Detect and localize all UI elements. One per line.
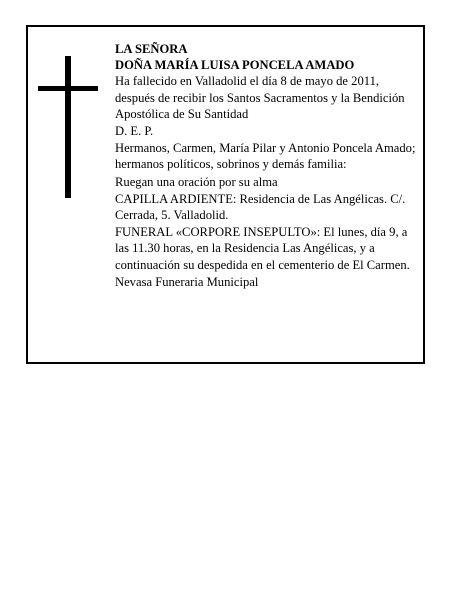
deceased-name: DOÑA MARÍA LUISA PONCELA AMADO — [115, 58, 355, 73]
cross-icon — [38, 56, 102, 198]
funeral-info: FUNERAL «CORPORE INSEPULTO»: El lunes, día 9, a las 11.30 horas, en la Residencia Las Angélicas, y a continuación su despedida en el cementerio de El Carmen. — [115, 225, 410, 272]
prayer-request: Ruegan una oración por su alma — [115, 174, 278, 189]
cross-horizontal-bar — [38, 86, 98, 91]
rip-text: D. E. P. — [115, 124, 154, 139]
death-announcement: Ha fallecido en Valladolid el día 8 de mayo de 2011, después de recibir los Santos Sacramentos y la Bendición Apostólica de Su Santidad — [115, 74, 405, 121]
chapel-info: CAPILLA ARDIENTE: Residencia de Las Angélicas. C/. Cerrada, 5. Valladolid. — [115, 191, 406, 223]
notice-title: LA SEÑORA — [115, 42, 188, 56]
family-list: Hermanos, Carmen, María Pilar y Antonio Poncela Amado; hermanos políticos, sobrinos y demás familia: — [115, 141, 416, 172]
obituary-notice — [26, 25, 425, 364]
cross-vertical-bar — [65, 56, 71, 198]
notice-body — [115, 41, 420, 291]
funeral-home: Nevasa Funeraria Municipal — [115, 274, 259, 289]
